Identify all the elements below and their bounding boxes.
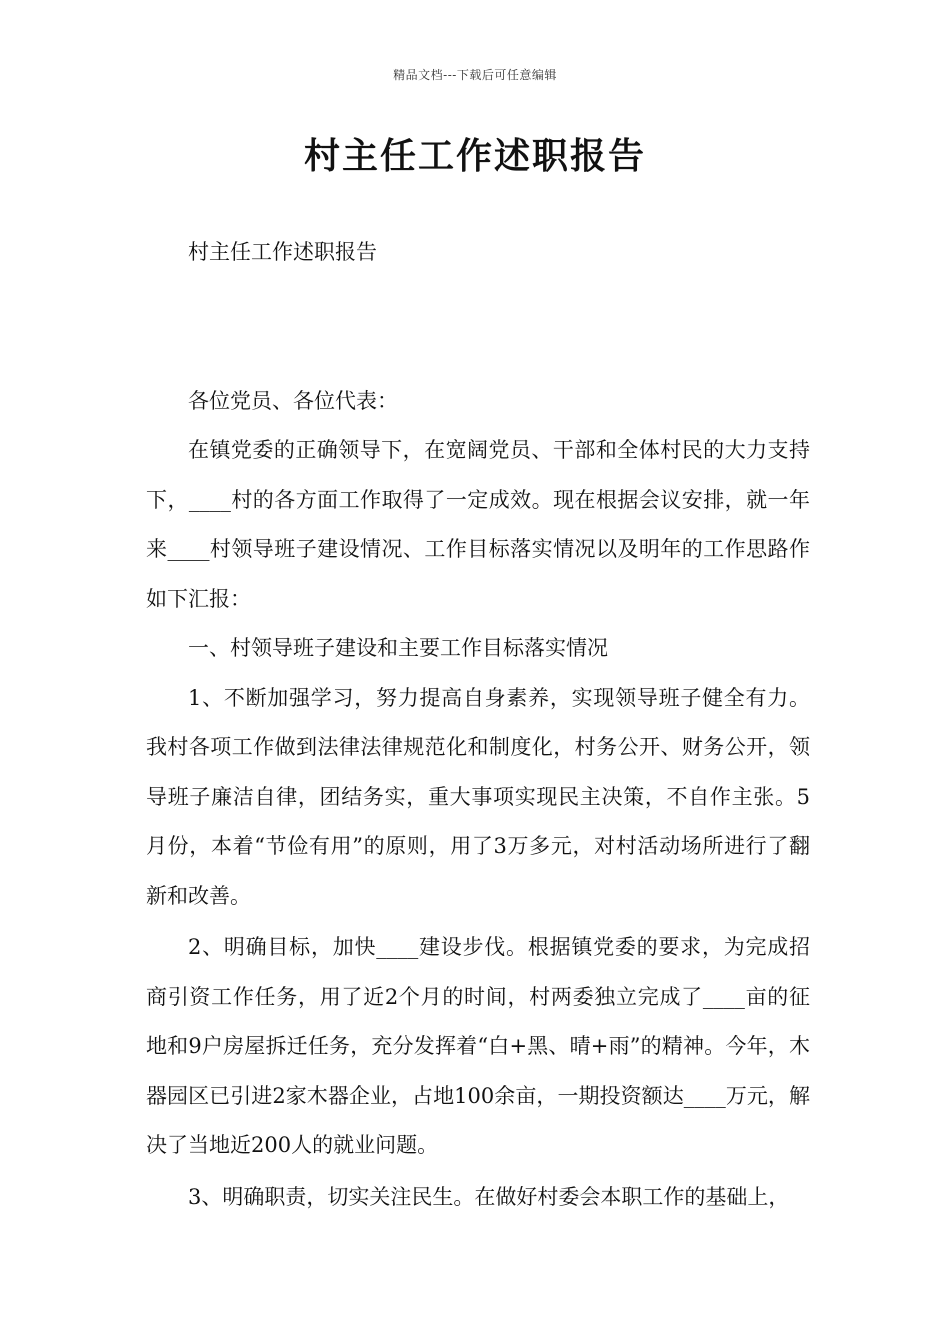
document-subtitle: 村主任工作述职报告 (188, 240, 377, 264)
item-2-paragraph: 2、明确目标，加快____建设步伐。根据镇党委的要求，为完成招商引资工作任务，用了近2个月的时间，村两委独立完成了____亩的征地和9户房屋拆迁任务，充分发挥着“白+黑、晴+雨”的精神。今年，木器园区已引进2家木器企业，占地100余亩，一期投资额达____万元，解决了当地近200人的就业问题。 (146, 935, 810, 1157)
document-title: 村主任工作述职报告 (303, 135, 646, 177)
item-3-paragraph: 3、明确职责，切实关注民生。在做好村委会本职工作的基础上， (188, 1184, 790, 1209)
item-1-paragraph: 1、不断加强学习，努力提高自身素养，实现领导班子健全有力。我村各项工作做到法律法律规范化和制度化，村务公开、财务公开，领导班子廉洁自律，团结务实，重大事项实现民主决策，不自作主张。5月份，本着“节俭有用”的原则，用了3万多元，对村活动场所进行了翻新和改善。 (146, 685, 810, 908)
document-body (146, 228, 810, 1222)
intro-paragraph: 在镇党委的正确领导下，在宽阔党员、干部和全体村民的大力支持下，____村的各方面工作取得了一定成效。现在根据会议安排，就一年来____村领导班子建设情况、工作目标落实情况以及明年的工作思路作如下汇报： (146, 438, 810, 611)
header-note: 精品文档---下载后可任意编辑 (393, 68, 557, 82)
salutation-paragraph: 各位党员、各位代表： (188, 388, 398, 413)
section-heading: 一、村领导班子建设和主要工作目标落实情况 (188, 636, 608, 660)
